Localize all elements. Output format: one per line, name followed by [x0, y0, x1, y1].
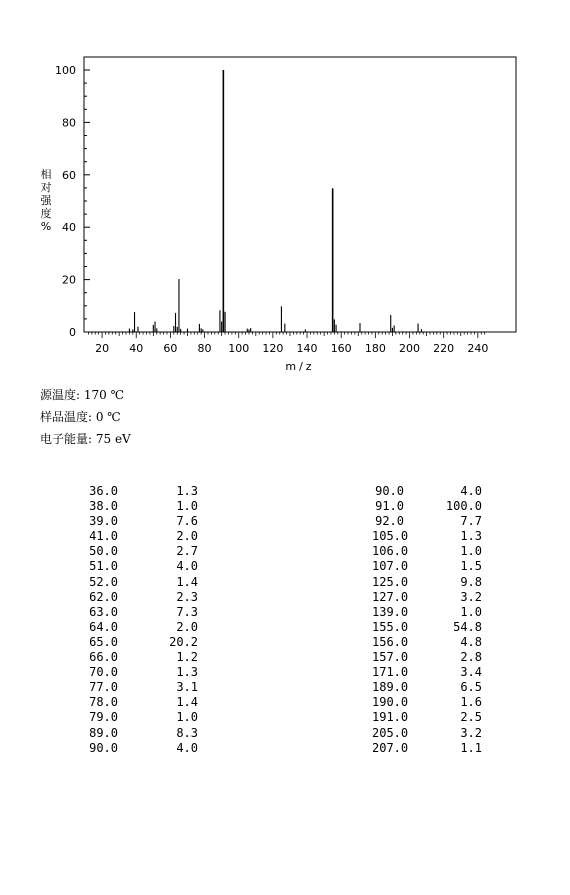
relative-intensity-value: 1.0: [176, 499, 198, 514]
relative-intensity-value: 2.8: [460, 650, 482, 665]
relative-intensity-value: 9.8: [460, 574, 482, 589]
table-row: [86, 605, 198, 620]
relative-intensity-value: 1.3: [460, 529, 482, 544]
table-row: [372, 680, 482, 695]
table-row: [372, 529, 482, 544]
x-tick-label: 160: [330, 342, 352, 355]
table-row: [372, 710, 482, 725]
table-row: [372, 741, 482, 756]
relative-intensity-value: 100.0: [445, 499, 482, 514]
relative-intensity-value: 6.5: [460, 680, 482, 695]
table-row: [86, 650, 198, 665]
relative-intensity-value: 4.8: [460, 634, 482, 649]
relative-intensity-value: 1.0: [176, 710, 198, 725]
table-row: [372, 650, 482, 665]
mz-value: 65.0: [89, 634, 118, 649]
relative-intensity-value: 20.2: [169, 634, 198, 649]
table-row: [372, 635, 482, 650]
mz-value: 205.0: [372, 725, 409, 740]
x-tick-label: 40: [129, 342, 144, 355]
table-row: [86, 620, 198, 635]
y-tick-label: 80: [62, 116, 76, 130]
spectrum-bars: [129, 70, 421, 332]
table-row: [372, 575, 482, 590]
table-row: [86, 575, 198, 590]
y-tick-label: 60: [62, 168, 76, 182]
mz-value: 92.0: [375, 514, 404, 529]
x-axis-label: m/z: [285, 360, 315, 373]
relative-intensity-value: 3.2: [460, 589, 482, 604]
relative-intensity-value: 1.6: [460, 695, 482, 710]
table-row: [86, 695, 198, 710]
relative-intensity-value: 3.1: [176, 680, 198, 695]
y-axis-label: 相对强度%: [40, 168, 52, 233]
table-row: [86, 484, 198, 499]
mass-spectrum-chart: [0, 0, 570, 380]
mz-value: 91.0: [375, 499, 404, 514]
mz-value: 139.0: [372, 604, 409, 619]
relative-intensity-value: 1.4: [176, 574, 198, 589]
table-row: [372, 499, 482, 514]
conditions-panel: [40, 384, 131, 450]
mz-value: 105.0: [372, 529, 409, 544]
sample-temperature: 样品温度: 0 ℃: [40, 410, 121, 424]
relative-intensity-value: 7.7: [460, 514, 482, 529]
mz-value: 64.0: [89, 619, 118, 634]
relative-intensity-value: 1.1: [460, 740, 482, 755]
table-row: [372, 514, 482, 529]
relative-intensity-value: 2.0: [176, 529, 198, 544]
relative-intensity-value: 1.0: [460, 544, 482, 559]
table-row: [372, 726, 482, 741]
relative-intensity-value: 4.0: [176, 559, 198, 574]
mz-value: 191.0: [372, 710, 409, 725]
plot-frame: [84, 57, 516, 332]
relative-intensity-value: 1.2: [176, 650, 198, 665]
table-row: [86, 635, 198, 650]
table-row: [372, 665, 482, 680]
mz-value: 50.0: [89, 544, 118, 559]
mz-value: 51.0: [89, 559, 118, 574]
table-row: [86, 559, 198, 574]
table-row: [372, 695, 482, 710]
relative-intensity-value: 7.6: [176, 514, 198, 529]
mz-value: 62.0: [89, 589, 118, 604]
x-tick-label: 100: [228, 342, 250, 355]
x-tick-label: 200: [399, 342, 421, 355]
relative-intensity-value: 1.3: [176, 484, 198, 498]
peak-table-right: [372, 484, 482, 756]
relative-intensity-value: 54.8: [453, 619, 482, 634]
y-tick-label: 20: [62, 273, 76, 287]
source-temperature: 源温度: 170 ℃: [40, 388, 125, 402]
table-row: [372, 605, 482, 620]
table-row: [372, 544, 482, 559]
x-tick-label: 220: [433, 342, 455, 355]
mz-value: 171.0: [372, 665, 409, 680]
mz-value: 52.0: [89, 574, 118, 589]
x-tick-label: 60: [163, 342, 178, 355]
relative-intensity-value: 1.0: [460, 604, 482, 619]
table-row: [86, 544, 198, 559]
x-axis: [88, 332, 488, 355]
y-axis: [55, 64, 90, 339]
table-row: [86, 529, 198, 544]
y-tick-label: 0: [69, 326, 76, 339]
table-row: [86, 680, 198, 695]
mz-value: 157.0: [372, 650, 409, 665]
table-row: [86, 514, 198, 529]
mz-value: 189.0: [372, 680, 409, 695]
y-tick-label: 100: [55, 64, 76, 77]
relative-intensity-value: 3.4: [460, 665, 482, 680]
table-row: [86, 741, 198, 756]
mz-value: 78.0: [89, 695, 118, 710]
mz-value: 77.0: [89, 680, 118, 695]
table-row: [86, 590, 198, 605]
table-row: [86, 710, 198, 725]
mz-value: 90.0: [89, 740, 118, 755]
mz-value: 190.0: [372, 695, 409, 710]
mz-value: 79.0: [89, 710, 118, 725]
mz-value: 66.0: [89, 650, 118, 665]
mz-value: 38.0: [89, 499, 118, 514]
relative-intensity-value: 3.2: [460, 725, 482, 740]
table-row: [86, 665, 198, 680]
relative-intensity-value: 1.5: [460, 559, 482, 574]
table-row: [86, 499, 198, 514]
mz-value: 89.0: [89, 725, 118, 740]
mz-value: 107.0: [372, 559, 409, 574]
relative-intensity-value: 2.3: [176, 589, 198, 604]
table-row: [372, 620, 482, 635]
mz-value: 36.0: [89, 484, 118, 498]
mz-value: 106.0: [372, 544, 409, 559]
relative-intensity-value: 4.0: [176, 740, 198, 755]
relative-intensity-value: 2.0: [176, 619, 198, 634]
table-row: [86, 726, 198, 741]
relative-intensity-value: 1.4: [176, 695, 198, 710]
y-tick-label: 40: [62, 221, 76, 235]
mz-value: 127.0: [372, 589, 409, 604]
relative-intensity-value: 1.3: [176, 665, 198, 680]
mz-value: 207.0: [372, 740, 409, 755]
table-row: [372, 559, 482, 574]
mz-value: 63.0: [89, 604, 118, 619]
table-row: [372, 590, 482, 605]
mz-value: 41.0: [89, 529, 118, 544]
mz-value: 39.0: [89, 514, 118, 529]
x-tick-label: 140: [296, 342, 318, 355]
mz-value: 70.0: [89, 665, 118, 680]
mz-value: 90.0: [375, 484, 404, 498]
mz-value: 156.0: [372, 634, 409, 649]
x-tick-label: 240: [467, 342, 489, 355]
relative-intensity-value: 2.7: [176, 544, 198, 559]
relative-intensity-value: 4.0: [460, 484, 482, 498]
mz-value: 155.0: [372, 619, 409, 634]
mz-value: 125.0: [372, 574, 409, 589]
relative-intensity-value: 2.5: [460, 710, 482, 725]
x-tick-label: 120: [262, 342, 284, 355]
relative-intensity-value: 8.3: [176, 725, 198, 740]
electron-energy: 电子能量: 75 eV: [40, 432, 131, 446]
peak-table-left: [86, 484, 198, 756]
x-tick-label: 80: [197, 342, 212, 355]
table-row: [372, 484, 482, 499]
x-tick-label: 20: [95, 342, 110, 355]
relative-intensity-value: 7.3: [176, 604, 198, 619]
x-tick-label: 180: [364, 342, 386, 355]
